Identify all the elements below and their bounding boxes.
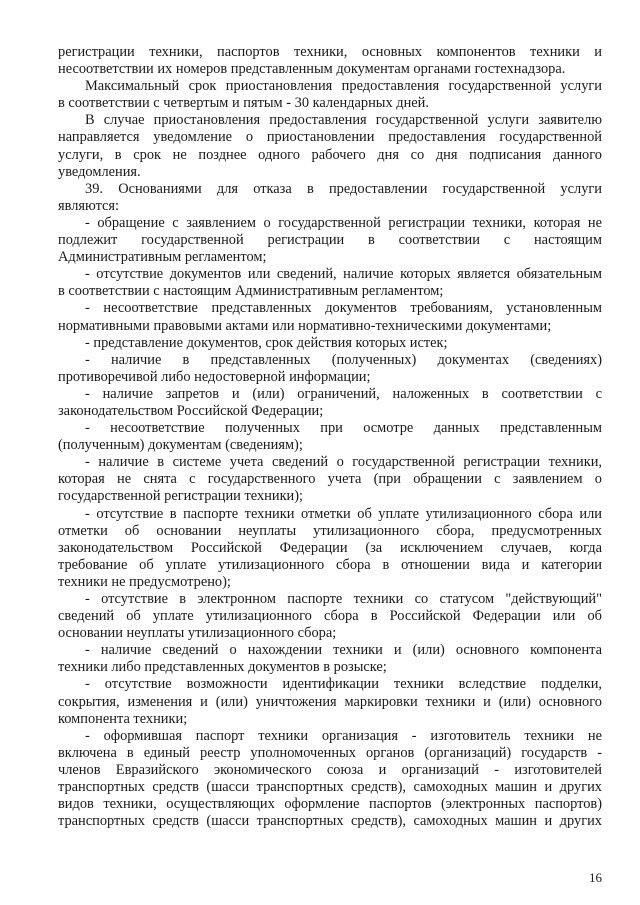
text-line: сведений об уплате утилизационного сбора в Российской Федерации или об: [58, 608, 602, 625]
text-line: транспортных средств (шасси транспортных средств), самоходных машин и других: [58, 813, 602, 830]
text-line: регистрации техники, паспортов техники, основных компонентов техники и: [58, 44, 602, 60]
text-line: - оформившая паспорт техники организация - изготовитель техники не: [85, 727, 602, 744]
text-line: подлежит государственной регистрации в соответствии с настоящим: [58, 232, 602, 249]
text-line: основании неуплаты утилизационного сбора;: [58, 625, 337, 642]
text-line: нормативными правовыми актами или нормативно-техническими документами;: [58, 317, 552, 334]
text-line: - наличие в системе учета сведений о государственной регистрации техники,: [85, 454, 602, 471]
text-line: которая не снята с государственного учета (при обращении с заявлением о: [58, 471, 602, 488]
text-line: В случае приостановления предоставления государственной услуги заявителю: [85, 112, 602, 129]
text-line: услуги, в срок не позднее одного рабочего дня со дня подписания данного: [58, 146, 602, 163]
text-line: отметки об основании неуплаты утилизационного сбора, предусмотренных: [58, 522, 602, 539]
text-line: направляется уведомление о приостановлении предоставления государственной: [58, 129, 602, 146]
text-line: Административным регламентом;: [58, 249, 267, 266]
document-body: [58, 44, 602, 830]
text-line: являются:: [58, 197, 120, 214]
text-line: сокрытия, изменения и (или) уничтожения маркировки техники и (или) основного: [58, 693, 602, 710]
text-line: - несоответствие полученных при осмотре данных представленным: [85, 420, 602, 437]
text-line: - наличие сведений о нахождении техники и (или) основного компонента: [85, 642, 602, 659]
text-line: включена в единый реестр уполномоченных органов (организаций) государств -: [58, 744, 602, 761]
text-line: - несоответствие представленных документов требованиям, установленным: [85, 300, 602, 317]
text-line: - отсутствие в паспорте техники отметки об уплате утилизационного сбора или: [85, 505, 602, 522]
text-line: в соответствии с настоящим Административным регламентом;: [58, 283, 444, 300]
text-line: законодательством Российской Федерации;: [58, 402, 324, 419]
text-line: - отсутствие возможности идентификации техники вследствие подделки,: [85, 676, 602, 693]
text-line: уведомления.: [58, 163, 141, 180]
text-line: - представление документов, срок действия которых истек;: [85, 334, 448, 351]
text-line: компонента техники;: [58, 710, 188, 727]
text-line: государственной регистрации техники);: [58, 488, 304, 505]
text-line: - отсутствие документов или сведений, наличие которых является обязательным: [85, 266, 602, 283]
text-line: - обращение с заявлением о государственной регистрации техники, которая не: [85, 214, 602, 231]
text-line: 39. Основаниями для отказа в предоставлении государственной услуги: [85, 180, 602, 197]
text-line: техники не предусмотрено);: [58, 573, 231, 590]
text-line: - наличие запретов и (или) ограничений, наложенных в соответствии с: [85, 385, 602, 402]
text-line: в соответствии с четвертым и пятым - 30 календарных дней.: [58, 95, 429, 112]
text-line: требование об уплате утилизационного сбора в отношении вида и категории: [58, 556, 602, 573]
text-line: (полученным) документам (сведениям);: [58, 437, 303, 454]
text-line: видов техники, осуществляющих оформление паспортов (электронных паспортов): [58, 796, 602, 813]
text-line: - наличие в представленных (полученных) документах (сведениях): [85, 351, 602, 368]
text-line: техники либо представленных документов в розыске;: [58, 659, 387, 676]
text-line: транспортных средств (шасси транспортных средств), самоходных машин и других: [58, 779, 602, 796]
text-line: Максимальный срок приостановления предоставления государственной услуги: [85, 78, 602, 95]
text-line: законодательством Российской Федерации (за исключением случаев, когда: [58, 539, 602, 556]
text-line: - отсутствие в электронном паспорте техники со статусом "действующий": [85, 591, 602, 607]
text-line: противоречивой либо недостоверной информации;: [58, 368, 371, 385]
text-line: членов Евразийского экономического союза и организаций - изготовителей: [58, 761, 602, 778]
text-line: несоответствии их номеров представленным документам органами гостехнадзора.: [58, 61, 566, 78]
page-number: 16: [589, 870, 602, 885]
